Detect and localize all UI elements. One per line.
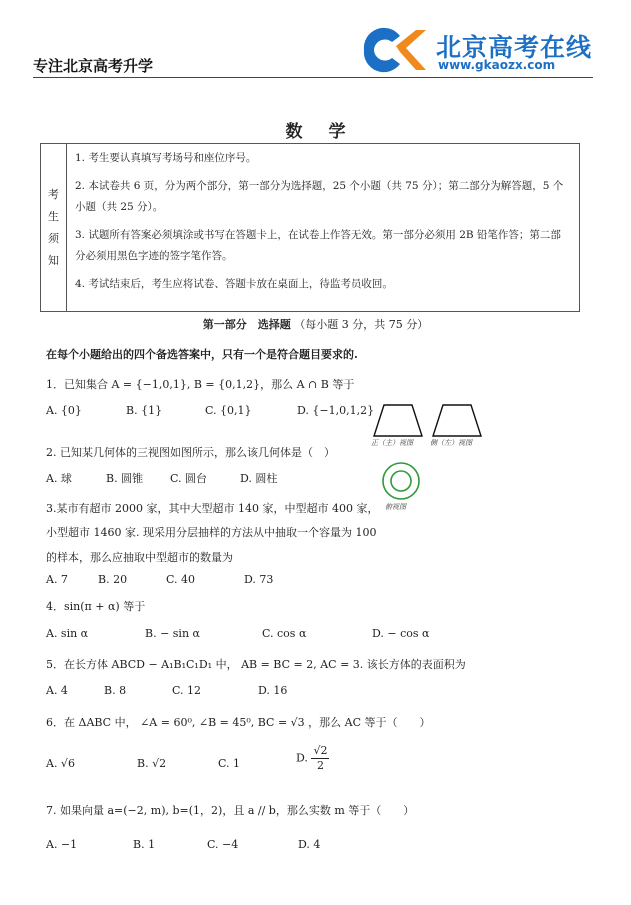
q3-line-3: 的样本，那么应抽取中型超市的数量为 xyxy=(46,551,233,564)
notice-label-char: 知 xyxy=(48,253,59,267)
section-note: （每小题 3 分，共 75 分） xyxy=(294,318,429,331)
q6-option-d-label: D. xyxy=(296,751,308,765)
q4-stem: 4．sin(π + α) 等于 xyxy=(46,600,146,613)
q7-option-b: B. 1 xyxy=(133,838,156,851)
header-slogan: 专注北京高考升学 xyxy=(33,57,154,75)
brand-name: 北京高考在线 xyxy=(436,33,593,62)
notice-item: 3. 试题所有答案必须填涂或书写在答题卡上，在试卷上作答无效。第一部分必须用 2B 铅笔作答；第二部分必须用黑色字迹的签字笔作答。 xyxy=(75,229,561,262)
header-divider xyxy=(33,77,593,78)
q1-option-c: C. {0,1} xyxy=(205,404,252,417)
instruction: 在每个小题给出的四个备选答案中，只有一个是符合题目要求的. xyxy=(46,348,358,361)
notice-item: 4. 考试结束后，考生应将试卷、答题卡放在桌面上，待监考员收回。 xyxy=(75,278,393,290)
q3-option-c: C. 40 xyxy=(166,573,196,586)
q2-option-b: B. 圆锥 xyxy=(106,472,144,485)
q4-option-c: C. cos α xyxy=(262,627,307,640)
q5-stem: 5．在长方体 ABCD − A₁B₁C₁D₁ 中， AB = BC = 2, AC = 3. 该长方体的表面积为 xyxy=(46,658,466,671)
page-title: 数学 xyxy=(285,122,372,142)
section-heading xyxy=(0,316,631,332)
side-view-trapezoid xyxy=(431,402,485,438)
q1-stem: 1．已知集合 A = {−1,0,1}, B = {0,1,2}，那么 A ∩ B 等于 xyxy=(46,378,355,391)
top-view-circles xyxy=(380,460,422,502)
q6-stem: 6．在 ΔABC 中， ∠A = 60⁰, ∠B = 45⁰, BC = √3 ，那么 AC 等于（ ） xyxy=(46,716,431,729)
q7-option-d: D. 4 xyxy=(298,838,321,851)
q1-option-b: B. {1} xyxy=(126,404,163,417)
brand-url: www.gkaozx.com xyxy=(438,58,556,72)
q7-option-c: C. −4 xyxy=(207,838,239,851)
q3-line-2: 小型超市 1460 家. 现采用分层抽样的方法从中抽取一个容量为 100 xyxy=(46,526,377,539)
q5-option-a: A. 4 xyxy=(46,684,68,697)
q2-stem: 2. 已知某几何体的三视图如图所示，那么该几何体是（ ） xyxy=(46,446,335,459)
notice-item: 2. 本试卷共 6 页，分为两个部分，第一部分为选择题，25 个小题（共 75 分）；第二部分为解答题，5 个小题（共 25 分）。 xyxy=(75,180,564,213)
q2-option-c: C. 圆台 xyxy=(170,472,208,485)
q4-option-d: D. − cos α xyxy=(372,627,430,640)
q2-option-a: A. 球 xyxy=(46,472,72,485)
q5-option-b: B. 8 xyxy=(104,684,127,697)
q3-option-a: A. 7 xyxy=(46,573,68,586)
notice-label xyxy=(41,144,67,311)
q7-stem: 7. 如果向量 a=(−2, m), b=(1，2)，且 a // b，那么实数 m 等于（ ） xyxy=(46,804,415,817)
q7-option-a: A. −1 xyxy=(46,838,78,851)
q5-option-d: D. 16 xyxy=(258,684,288,697)
notice-label-char: 须 xyxy=(48,231,59,245)
front-view-trapezoid xyxy=(372,402,426,438)
q6-option-a: A. √6 xyxy=(46,757,75,770)
exam-notice-box xyxy=(40,143,580,312)
notice-label-char: 生 xyxy=(48,209,59,223)
section-name: 第一部分 选择题 xyxy=(202,318,291,331)
q3-line-1: 3.某市有超市 2000 家，其中大型超市 140 家，中型超市 400 家， xyxy=(46,502,379,515)
fraction-denominator: 2 xyxy=(316,759,324,772)
side-view-caption: 侧（左）视图 xyxy=(430,439,472,447)
q6-option-d-fraction xyxy=(311,744,329,773)
q1-option-a: A. {0} xyxy=(46,404,82,417)
top-view-caption: 俯视图 xyxy=(385,503,406,511)
q4-option-a: A. sin α xyxy=(46,627,89,640)
notice-label-char: 考 xyxy=(48,187,59,201)
q6-option-d xyxy=(296,744,329,773)
q1-option-d: D. {−1,0,1,2} xyxy=(297,404,375,417)
notice-item: 1. 考生要认真填写考场号和座位序号。 xyxy=(75,152,257,164)
q5-option-c: C. 12 xyxy=(172,684,202,697)
fraction-numerator: √2 xyxy=(313,744,328,757)
q3-option-b: B. 20 xyxy=(98,573,128,586)
q6-option-b: B. √2 xyxy=(137,757,167,770)
front-view-caption: 正（主）视图 xyxy=(371,439,413,447)
q3-option-d: D. 73 xyxy=(244,573,274,586)
notice-items xyxy=(75,148,571,302)
q4-option-b: B. − sin α xyxy=(145,627,200,640)
q6-option-c: C. 1 xyxy=(218,757,241,770)
q2-option-d: D. 圆柱 xyxy=(240,472,278,485)
